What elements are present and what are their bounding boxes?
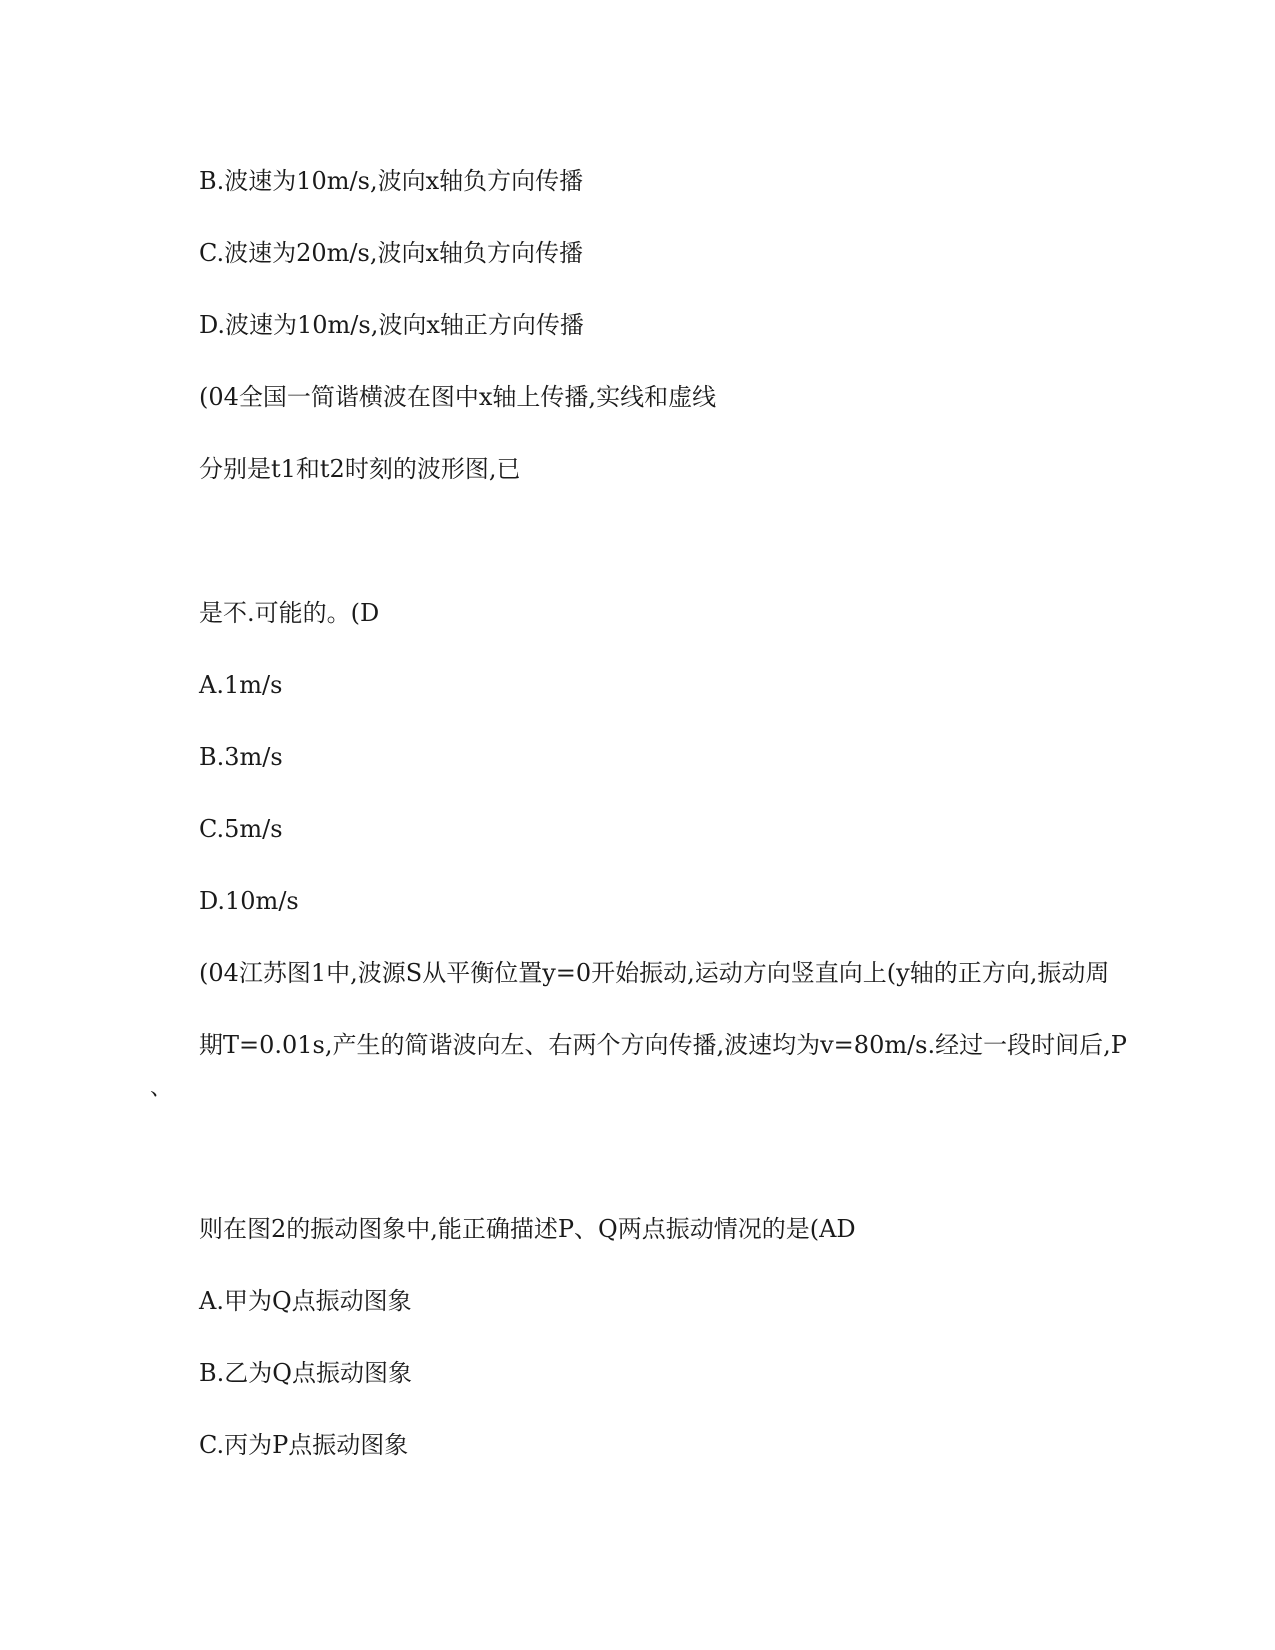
question-stem-line-2: 期T=0.01s,产生的简谐波向左、右两个方向传播,波速均为v=80m/s.经过一段时间后,P	[199, 1031, 1127, 1059]
question-stem-line-1: (04全国一简谐横波在图中x轴上传播,实线和虚线	[199, 383, 717, 411]
question-stem-line-1: (04江苏图1中,波源S从平衡位置y=0开始振动,运动方向竖直向上(y轴的正方向,振动周	[199, 959, 1110, 987]
option-a-line: A.甲为Q点振动图象	[199, 1287, 412, 1315]
option-c-line: C.丙为P点振动图象	[199, 1431, 409, 1459]
option-a-line: A.1m/s	[199, 671, 283, 699]
question-stem-line-3: 则在图2的振动图象中,能正确描述P、Q两点振动情况的是(AD	[199, 1215, 856, 1243]
question-stem-line-2: 分别是t1和t2时刻的波形图,已	[199, 455, 521, 483]
option-c-line: C.波速为20m/s,波向x轴负方向传播	[199, 239, 583, 267]
option-b-line: B.波速为10m/s,波向x轴负方向传播	[199, 167, 584, 195]
option-b-line: B.乙为Q点振动图象	[199, 1359, 412, 1387]
question-stem-line-3: 是不.可能的。(D	[199, 599, 380, 627]
option-d-line: D.波速为10m/s,波向x轴正方向传播	[199, 311, 584, 339]
stray-punctuation: 、	[150, 1076, 173, 1101]
option-c-line: C.5m/s	[199, 815, 283, 843]
option-d-line: D.10m/s	[199, 887, 299, 915]
option-b-line: B.3m/s	[199, 743, 283, 771]
